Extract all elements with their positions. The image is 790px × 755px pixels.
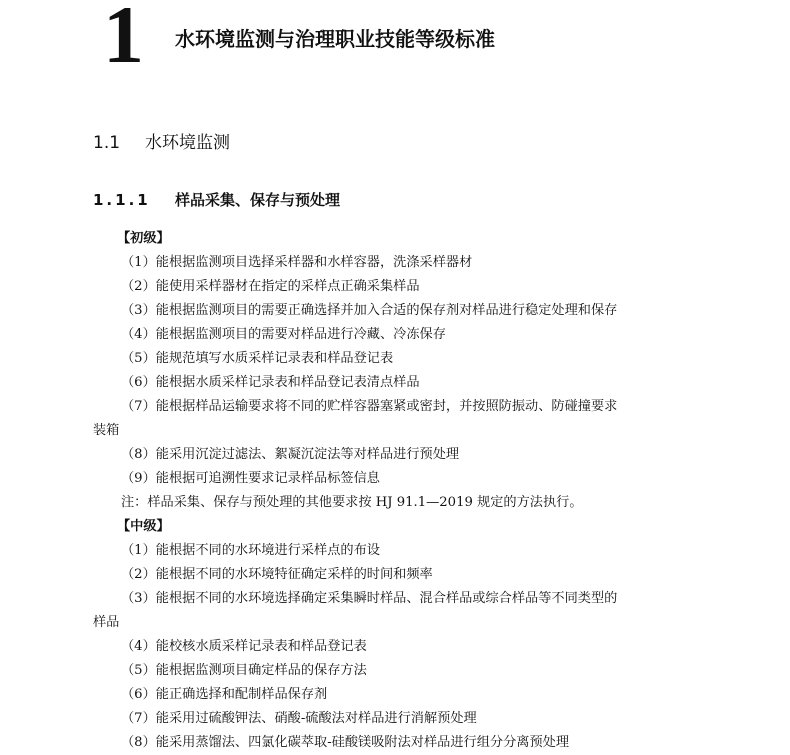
list-item-continuation: 装箱 (93, 423, 120, 438)
list-item: （7）能采用过硫酸钾法、硝酸-硫酸法对样品进行消解预处理 (121, 711, 477, 726)
list-item: （7）能根据样品运输要求将不同的贮样容器塞紧或密封，并按照防振动、防碰撞要求 (121, 399, 618, 414)
list-item: （3）能根据不同的水环境选择确定采集瞬时样品、混合样品或综合样品等不同类型的 (121, 591, 618, 606)
body-text (0, 227, 790, 755)
chapter-title: 水环境监测与治理职业技能等级标准 (175, 27, 495, 51)
section-number: 1.1 (93, 133, 121, 153)
list-item-continuation: 样品 (93, 615, 120, 630)
level-label-intermediate: 【中级】 (117, 519, 170, 534)
level-label-primary: 【初级】 (117, 231, 170, 246)
list-item: （8）能采用蒸馏法、四氯化碳萃取-硅酸镁吸附法对样品进行组分分离预处理 (121, 735, 570, 750)
list-item: （4）能根据监测项目的需要对样品进行冷藏、冷冻保存 (121, 327, 446, 342)
list-item: （6）能根据水质采样记录表和样品登记表清点样品 (121, 375, 420, 390)
list-item: （2）能使用采样器材在指定的采样点正确采集样品 (121, 279, 420, 294)
list-item: （3）能根据监测项目的需要正确选择并加入合适的保存剂对样品进行稳定处理和保存 (121, 303, 618, 318)
list-item: （4）能校核水质采样记录表和样品登记表 (121, 639, 367, 654)
subsection-number: 1.1.1 (93, 191, 151, 209)
subsection-heading (93, 189, 340, 211)
subsection-title: 样品采集、保存与预处理 (175, 191, 341, 209)
list-item: （5）能规范填写水质采样记录表和样品登记表 (121, 351, 394, 366)
list-item: （6）能正确选择和配制样品保存剂 (121, 687, 328, 702)
list-item: （1）能根据监测项目选择采样器和水样容器，洗涤采样器材 (121, 255, 473, 270)
section-heading (93, 131, 230, 155)
list-item: （1）能根据不同的水环境进行采样点的布设 (121, 543, 380, 558)
section-title: 水环境监测 (145, 133, 230, 153)
list-item: （9）能根据可追溯性要求记录样品标签信息 (121, 471, 380, 486)
chapter-number: 1 (103, 0, 142, 80)
note-text: 注：样品采集、保存与预处理的其他要求按 HJ 91.1—2019 规定的方法执行。 (121, 495, 583, 510)
list-item: （8）能采用沉淀过滤法、絮凝沉淀法等对样品进行预处理 (121, 447, 460, 462)
list-item: （2）能根据不同的水环境特征确定采样的时间和频率 (121, 567, 433, 582)
list-item: （5）能根据监测项目确定样品的保存方法 (121, 663, 367, 678)
